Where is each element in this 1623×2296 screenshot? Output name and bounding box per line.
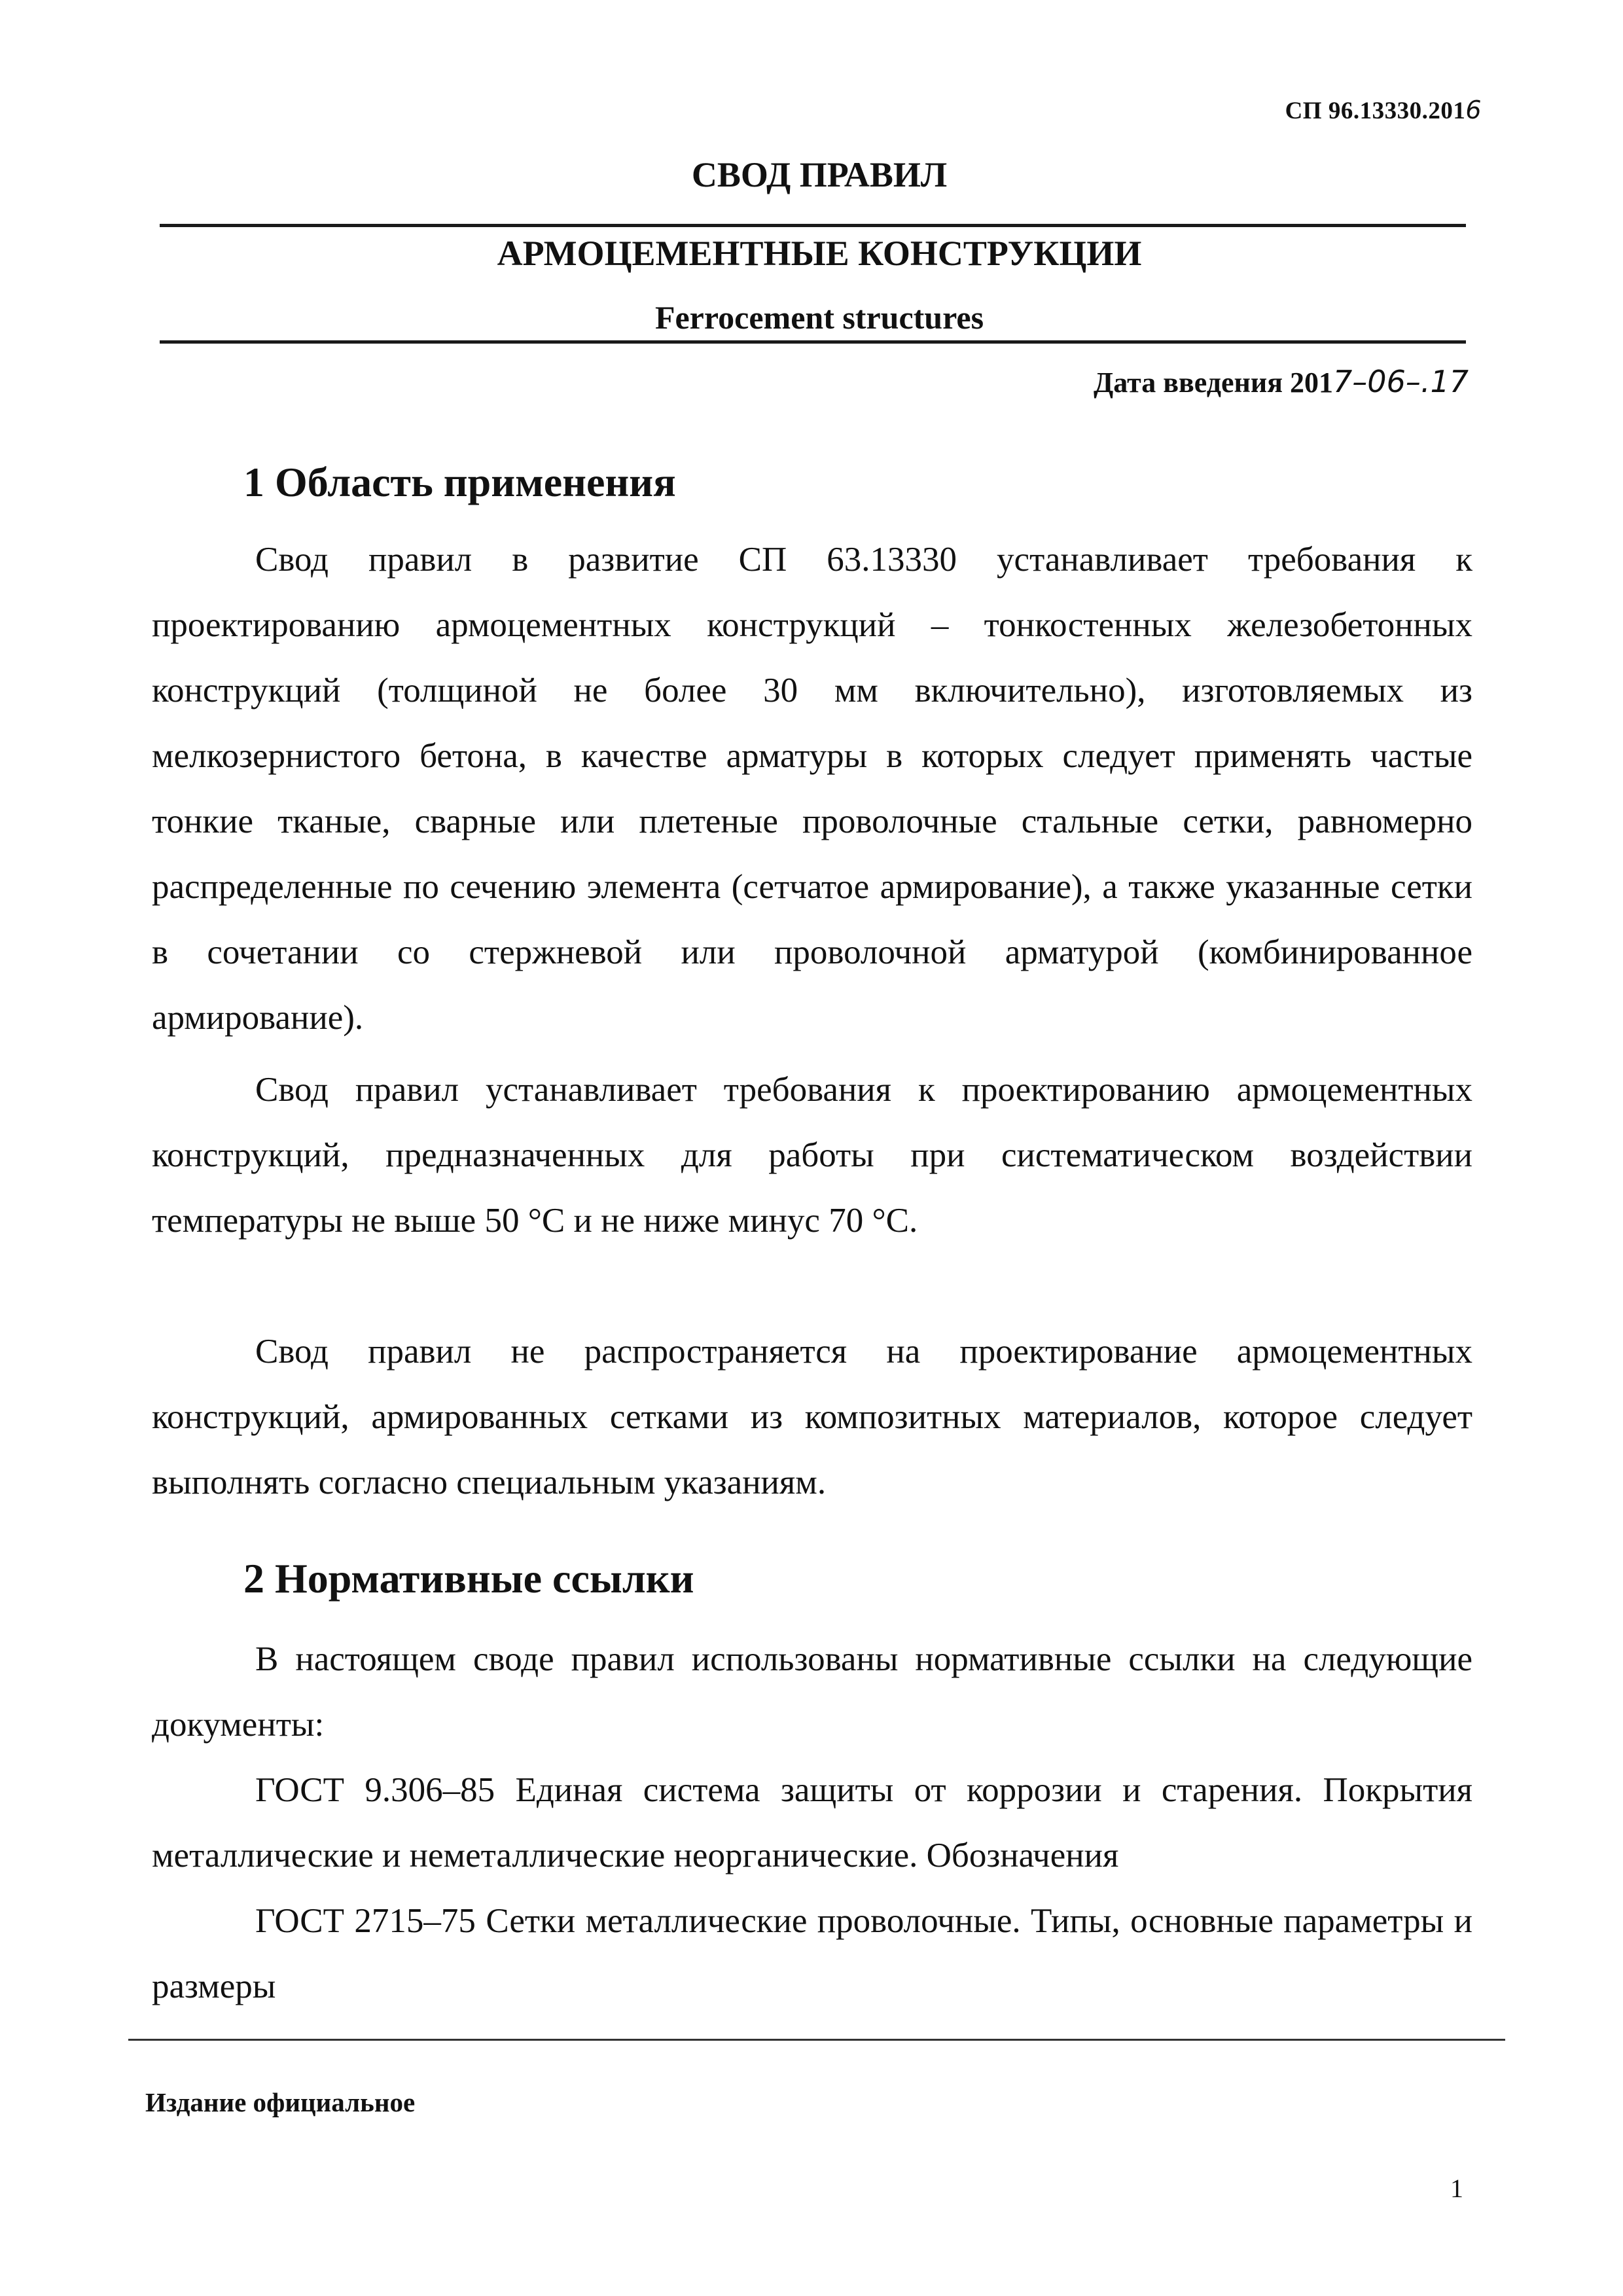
document-title-russian: АРМОЦЕМЕНТНЫЕ КОНСТРУКЦИИ: [497, 234, 1142, 273]
document-code: [1285, 96, 1482, 125]
introduction-date-handwritten: 7–06–.17: [1333, 364, 1469, 399]
scope-paragraph-2: Свод правил устанавливает требования к проектированию армоцементных конструкций, предназначенных для работы при систематическом воздействии температуры не выше 50 °С и не ниже минус 70 °С.: [152, 1071, 1472, 1240]
scope-paragraph-3: Свод правил не распространяется на проектирование армоцементных конструкций, армированных сетками из композитных материалов, которое следует выполнять согласно специальным указаниям.: [152, 1333, 1472, 1501]
footer-divider: [128, 2039, 1505, 2041]
scope-paragraph-1: Свод правил в развитие СП 63.13330 устанавливает требования к проектированию армоцементных конструкций – тонкостенных железобетонных конструкций (толщиной не более 30 мм включительно), изготовляемых из мелкозернистого бетона, в качестве арматуры в которых следует применять частые тонкие тканые, сварные или плетеные проволочные стальные сетки, равномерно распределенные по сечению элемента (сетчатое армирование), а также указанные сетки в сочетании со стержневой или проволочной арматурой (комбинированное армирование).: [152, 541, 1472, 1037]
document-code-printed: СП 96.13330.201: [1285, 98, 1466, 124]
header-divider-top: [160, 224, 1466, 227]
header-divider-bottom: [160, 340, 1466, 344]
introduction-date-label: Дата введения 201: [1093, 367, 1334, 399]
reference-item-gost-2715: ГОСТ 2715–75 Сетки металлические проволочные. Типы, основные параметры и размеры: [152, 1902, 1472, 2005]
document-type-heading: СВОД ПРАВИЛ: [691, 155, 948, 194]
section-title-normative-references: 2 Нормативные ссылки: [243, 1555, 694, 1602]
document-title-english: Ferrocement structures: [654, 299, 984, 336]
introduction-date: [1094, 364, 1469, 399]
document-code-handwritten: 6: [1465, 96, 1482, 124]
section-title-scope: 1 Область применения: [243, 459, 676, 505]
page-number: 1: [1450, 2174, 1463, 2203]
official-edition-note: Издание официальное: [145, 2087, 416, 2117]
references-intro-paragraph: В настоящем своде правил использованы нормативные ссылки на следующие документы:: [152, 1640, 1472, 1744]
reference-item-gost-9-306: ГОСТ 9.306–85 Единая система защиты от коррозии и старения. Покрытия металлические и неметаллические неорганические. Обозначения: [152, 1771, 1472, 1874]
